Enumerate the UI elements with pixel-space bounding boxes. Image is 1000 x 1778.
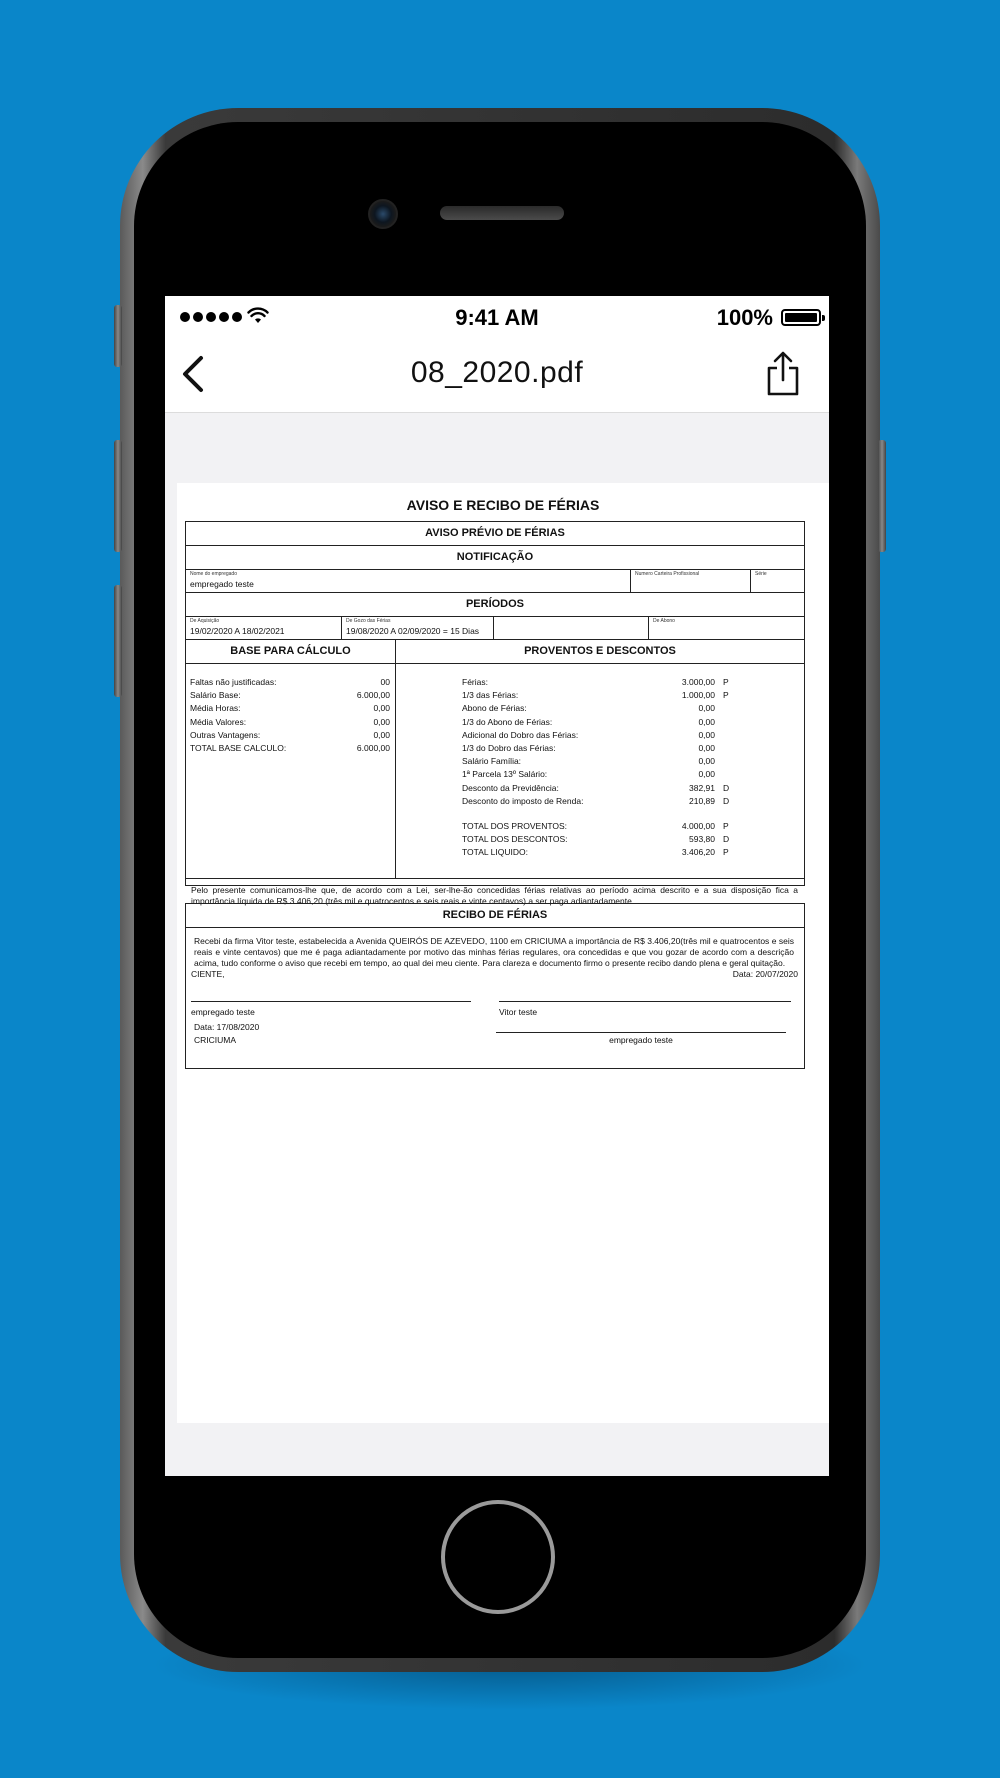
item-value: 0,00 bbox=[698, 729, 715, 740]
item-flag bbox=[715, 742, 743, 755]
list-item bbox=[462, 782, 804, 795]
item-value: 0,00 bbox=[698, 769, 715, 780]
item-label: TOTAL BASE CALCULO: bbox=[190, 743, 287, 754]
list-item bbox=[190, 716, 390, 729]
list-item bbox=[190, 742, 390, 755]
serie-cell: Série bbox=[755, 571, 767, 577]
aviso-date: Data: 20/07/2020 bbox=[732, 969, 798, 979]
item-value: 0,00 bbox=[373, 729, 390, 740]
item-flag: P bbox=[723, 690, 729, 701]
item-flag bbox=[715, 716, 743, 729]
doc-title: AVISO E RECIBO DE FÉRIAS bbox=[406, 497, 600, 513]
item-value: 210,89 bbox=[689, 795, 715, 806]
item-value: 0,00 bbox=[698, 703, 715, 714]
document-title: 08_2020.pdf bbox=[410, 356, 584, 389]
item-value: 0,00 bbox=[373, 716, 390, 727]
volume-down-button bbox=[114, 585, 122, 697]
base-header: BASE PARA CÁLCULO bbox=[186, 640, 396, 663]
screen bbox=[165, 296, 829, 1476]
battery-percentage: 100% bbox=[716, 305, 773, 330]
abono-cell: De Abono bbox=[653, 618, 675, 624]
list-item bbox=[462, 755, 804, 768]
calc-headers bbox=[186, 640, 804, 664]
aquisicao-cell: De Aquisição 19/02/2020 A 18/02/2021 bbox=[186, 617, 342, 639]
employee-name: empregado teste bbox=[190, 579, 254, 589]
item-label: Desconto da Previdência: bbox=[462, 782, 559, 793]
item-value: 382,91 bbox=[689, 782, 715, 793]
aquisicao-period: 19/02/2020 A 18/02/2021 bbox=[190, 626, 285, 636]
base-list bbox=[186, 664, 396, 878]
gozo-period: 19/08/2020 A 02/09/2020 = 15 Dias bbox=[346, 626, 480, 636]
empty-cell bbox=[494, 617, 649, 639]
item-value: 3.406,20 bbox=[681, 847, 715, 858]
list-item bbox=[462, 676, 804, 689]
ciente-label: CIENTE, bbox=[191, 969, 225, 979]
item-label: 1/3 do Dobro das Férias: bbox=[462, 743, 556, 754]
item-label: Adicional do Dobro das Férias: bbox=[462, 729, 579, 740]
recibo-signature-line bbox=[496, 1032, 786, 1033]
list-item bbox=[462, 716, 804, 729]
front-camera bbox=[368, 199, 398, 229]
item-value: 6.000,00 bbox=[356, 743, 390, 754]
item-label: Desconto do imposto de Renda: bbox=[462, 795, 584, 806]
recibo-city: CRICIUMA bbox=[194, 1035, 237, 1045]
item-flag: D bbox=[723, 782, 730, 793]
status-bar bbox=[165, 296, 829, 338]
item-label: TOTAL DOS DESCONTOS: bbox=[462, 834, 568, 845]
employer-signature-name: Vitor teste bbox=[499, 1007, 538, 1017]
notificacao-header: NOTIFICAÇÃO bbox=[186, 546, 804, 570]
list-item bbox=[190, 689, 390, 702]
item-label: Faltas não justificadas: bbox=[190, 677, 277, 687]
item-value: 0,00 bbox=[698, 756, 715, 767]
item-label: 1/3 do Abono de Férias: bbox=[462, 716, 553, 727]
calc-body bbox=[186, 664, 804, 879]
recibo-signature-name: empregado teste bbox=[609, 1035, 673, 1045]
home-button[interactable] bbox=[441, 1500, 555, 1614]
item-label: Salário Base: bbox=[190, 690, 241, 701]
recibo-section bbox=[185, 903, 805, 1069]
navigation-bar bbox=[165, 338, 829, 413]
list-item bbox=[462, 689, 804, 702]
item-value: 3.000,00 bbox=[681, 677, 715, 687]
recibo-text: Recebi da firma Vitor teste, estabelecida a Avenida QUEIRÓS DE AZEVEDO, 1100 em CRICIUMA a importância de R$ 3.406,20(três mil e quatrocentos e seis reais e vinte centavos) que me é paga adiantadamente por motivo das minhas férias regulares, ora concedidas e que vou gozar de acordo com a descrição acima, tudo conforme o aviso que recebi em tempo, ao qual dei meu ciente. Para clareza e documento firmo o presente recibo dando plena e geral quitação. bbox=[194, 936, 794, 968]
periodos-row bbox=[186, 617, 804, 640]
share-icon[interactable] bbox=[763, 350, 803, 398]
list-item bbox=[462, 768, 804, 781]
employee-row bbox=[186, 570, 804, 593]
item-value: 4.000,00 bbox=[681, 821, 715, 832]
item-flag bbox=[715, 729, 743, 742]
list-item bbox=[190, 729, 390, 742]
item-flag bbox=[715, 702, 743, 715]
item-value: 1.000,00 bbox=[681, 690, 715, 701]
list-item bbox=[462, 729, 804, 742]
list-item bbox=[190, 676, 390, 689]
list-item bbox=[462, 833, 804, 846]
silent-switch bbox=[114, 305, 122, 367]
item-label: Férias: bbox=[462, 677, 488, 687]
gozo-cell: De Gozo das Férias 19/08/2020 A 02/09/2020 = 15 Dias bbox=[342, 617, 494, 639]
item-flag: D bbox=[723, 834, 730, 845]
item-label: 1/3 das Férias: bbox=[462, 690, 519, 701]
item-value: 0,00 bbox=[698, 716, 715, 727]
ctps-cell: Numero Carteira Profissional bbox=[631, 570, 751, 592]
earpiece-speaker bbox=[440, 206, 564, 220]
battery-icon bbox=[781, 309, 821, 326]
item-label: TOTAL LIQUIDO: bbox=[462, 847, 528, 858]
item-value: 593,80 bbox=[689, 834, 715, 845]
recibo-header: RECIBO DE FÉRIAS bbox=[186, 904, 804, 928]
recibo-date: Data: 17/08/2020 bbox=[194, 1022, 260, 1032]
item-flag: D bbox=[723, 795, 730, 806]
item-value: 00 bbox=[380, 677, 390, 687]
volume-up-button bbox=[114, 440, 122, 552]
list-item bbox=[462, 702, 804, 715]
proventos-list bbox=[396, 664, 804, 878]
item-value: 6.000,00 bbox=[356, 690, 390, 701]
aviso-text: Pelo presente comunicamos-lhe que, de acordo com a Lei, ser-lhe-ão concedidas férias relativas ao período acima descrito e a sua disposição fica a importância líquida de R$ 3.406,20 (três mil e quatrocentos e seis reais e vinte centavos) a ser paga adiantadamente. bbox=[191, 885, 798, 906]
employee-signature-name: empregado teste bbox=[191, 1007, 255, 1017]
employee-name-cell: Nome do empregado empregado teste bbox=[186, 570, 631, 592]
item-value: 0,00 bbox=[698, 743, 715, 754]
proventos-header: PROVENTOS E DESCONTOS bbox=[524, 645, 676, 657]
status-time: 9:41 AM bbox=[455, 305, 539, 330]
item-label: Salário Família: bbox=[462, 756, 522, 767]
item-value: 0,00 bbox=[373, 703, 390, 714]
item-flag: P bbox=[723, 847, 729, 858]
item-flag bbox=[715, 755, 743, 768]
pdf-page[interactable] bbox=[177, 483, 829, 1423]
list-item bbox=[462, 795, 804, 808]
periodos-header: PERÍODOS bbox=[186, 593, 804, 617]
list-item bbox=[462, 742, 804, 755]
list-item bbox=[190, 702, 390, 715]
item-label: Média Valores: bbox=[190, 716, 247, 727]
item-flag bbox=[715, 768, 743, 781]
aviso-header: AVISO PRÉVIO DE FÉRIAS bbox=[186, 522, 804, 546]
item-label: TOTAL DOS PROVENTOS: bbox=[462, 821, 568, 832]
list-item bbox=[462, 820, 804, 833]
item-label: Abono de Férias: bbox=[462, 703, 527, 714]
power-button bbox=[878, 440, 886, 552]
item-flag: P bbox=[723, 821, 729, 832]
item-flag: P bbox=[723, 677, 729, 687]
list-item bbox=[462, 846, 804, 859]
item-label: Outras Vantagens: bbox=[190, 729, 261, 740]
item-label: 1ª Parcela 13º Salário: bbox=[462, 769, 548, 780]
item-label: Média Horas: bbox=[190, 703, 241, 714]
